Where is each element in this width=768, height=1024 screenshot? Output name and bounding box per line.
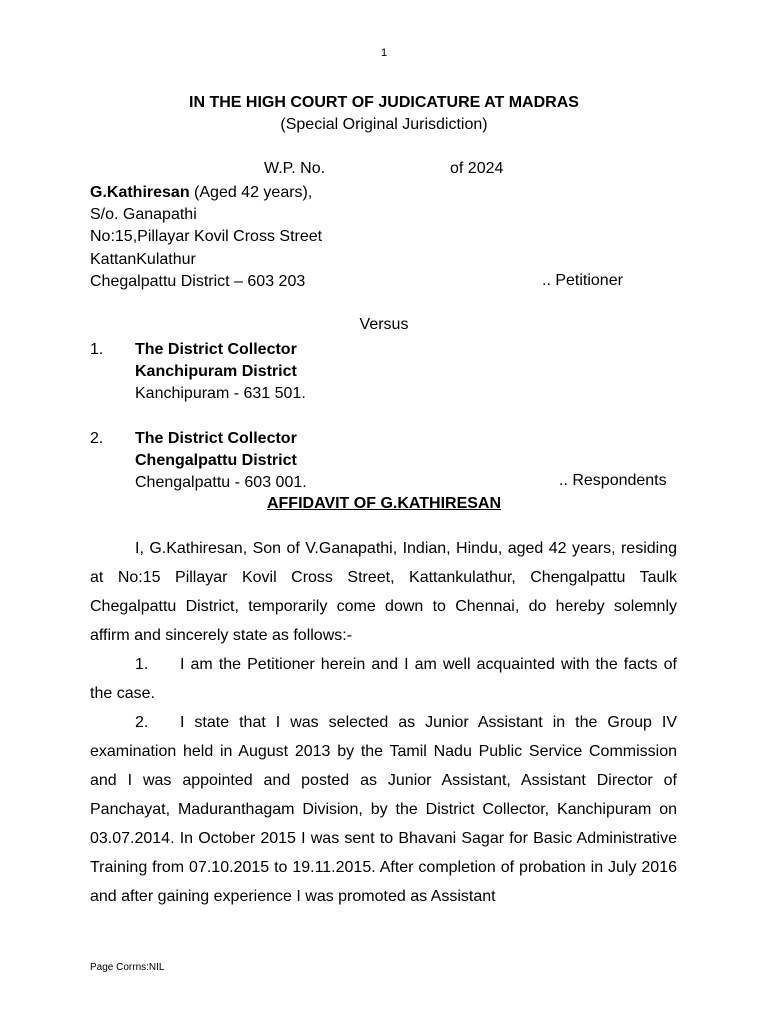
respondent-address: Chengalpattu - 603 001. [135,474,307,492]
respondent-title: The District Collector [135,430,297,447]
paragraph-text: I am the Petitioner herein and I am well acquainted with the facts of the case. [90,656,677,702]
petitioner-name: G.Kathiresan [90,184,190,201]
respondent-number: 1. [90,341,104,358]
petitioner-block [90,182,322,293]
jurisdiction: (Special Original Jurisdiction) [280,116,488,133]
petitioner-line: Chegalpattu District – 603 203 [90,272,306,290]
affidavit-title: AFFIDAVIT OF G.KATHIRESAN [266,495,502,512]
petitioner-role: .. Petitioner [542,272,623,289]
respondent-number: 2. [90,430,104,447]
affidavit-intro: I, G.Kathiresan, Son of V.Ganapathi, Indian, Hindu, aged 42 years, residing at No:15 Pillayar Kovil Cross Street, Kattankulathur, Chengalpattu Taulk Chegalpattu District, temporarily come down to Chennai, do hereby solemnly affirm and sincerely state as follows:- [90,540,677,644]
affidavit-body [90,534,677,911]
respondent-district: Chengalpattu District [135,452,297,470]
petitioner-line: No:15,Pillayar Kovil Cross Street [90,228,323,246]
respondent-district: Kanchipuram District [135,363,297,381]
respondents-role: .. Respondents [559,472,667,489]
page-footer: Page Corrns:NIL [90,962,165,973]
paragraph-text: I state that I was selected as Junior Assistant in the Group IV examination held in August 2013 by the Tamil Nadu Public Service Commission and I was appointed and posted as Junior Assistant, Assistant Director of Panchayat, Maduranthagam Division, by the District Collector, Kanchipuram on 03.07.2014. In October 2015 I was sent to Bhavani Sagar for Basic Administrative Training from 07.10.2015 to 19.11.2015. After completion of probation in July 2016 and after gaining experience I was promoted as Assistant [90,714,677,905]
court-title: IN THE HIGH COURT OF JUDICATURE AT MADRAS [189,94,579,111]
affidavit-paragraph [90,650,677,708]
affidavit-paragraph [90,708,677,911]
respondent-title: The District Collector [135,341,297,358]
versus: Versus [359,316,409,333]
wp-year: of 2024 [450,160,504,177]
wp-number-label: W.P. No. [264,160,326,177]
petitioner-line: S/o. Ganapathi [90,206,197,224]
petitioner-line: KattanKulathur [90,250,196,268]
respondent-address: Kanchipuram - 631 501. [135,385,306,403]
page-number: 1 [380,47,388,59]
paragraph-number: 2. [135,714,149,731]
paragraph-number: 1. [135,656,149,673]
petitioner-age: (Aged 42 years), [189,184,313,201]
